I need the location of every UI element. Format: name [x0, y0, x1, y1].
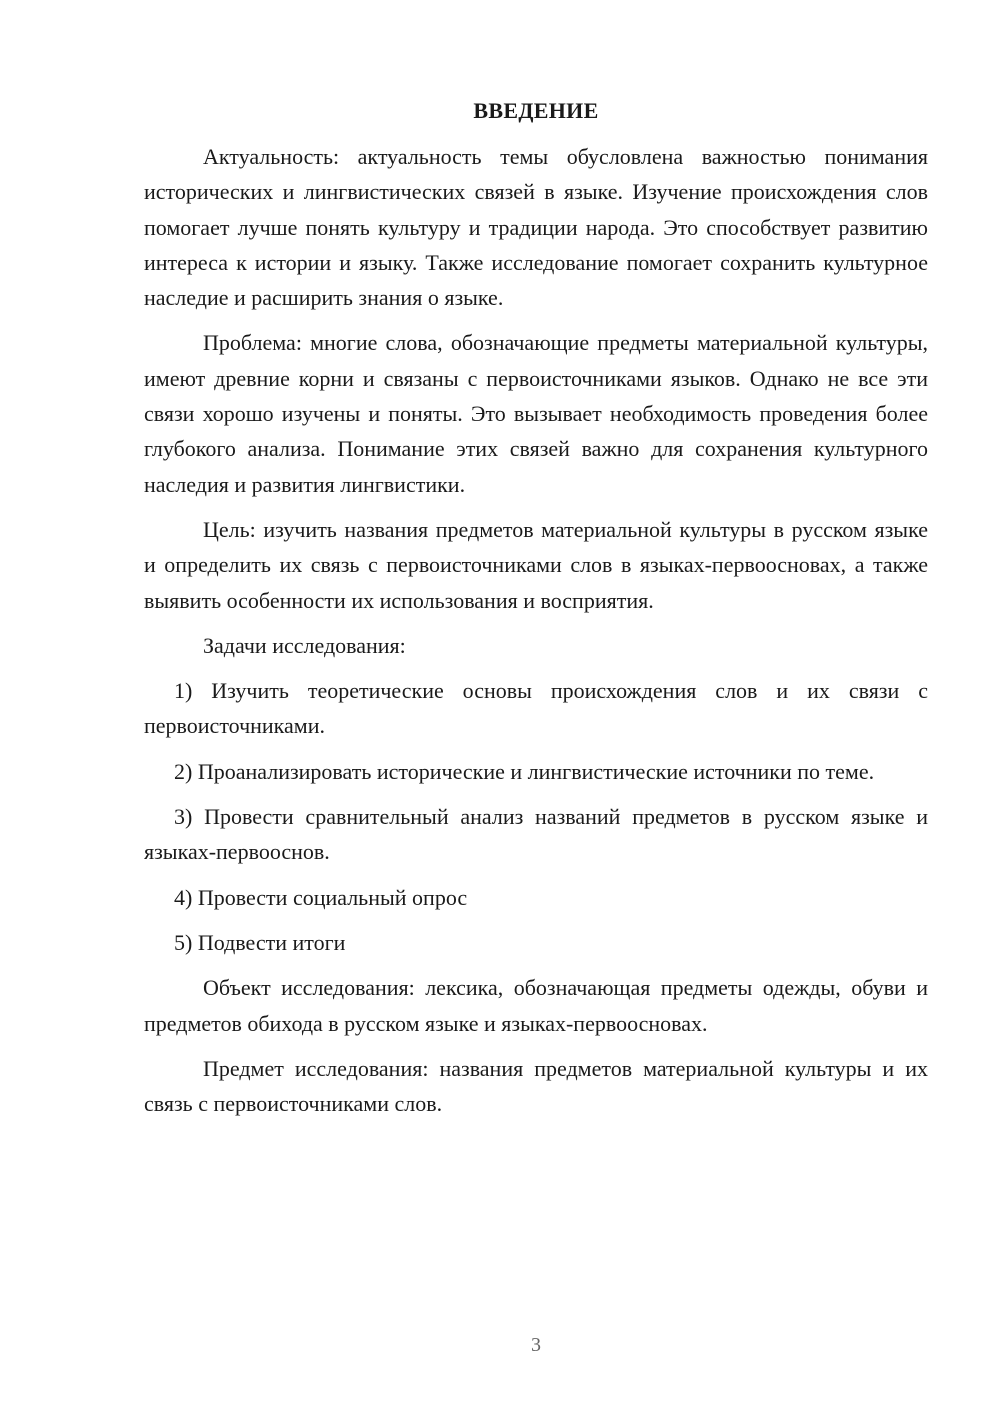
page-number: 3 [531, 1334, 541, 1356]
section-title: ВВЕДЕНИЕ [473, 98, 599, 123]
task-item-3: 3) Провести сравнительный анализ названий предметов в русском языке и языках-первооснов. [144, 804, 928, 865]
object-paragraph: Объект исследования: лексика, обозначающая предметы одежды, обуви и предметов обихода в русском языке и языках-первоосновах. [144, 975, 928, 1036]
tasks-heading: Задачи исследования: [203, 632, 406, 658]
subject-paragraph: Предмет исследования: названия предметов материальной культуры и их связь с первоисточниками слов. [144, 1055, 928, 1117]
task-item-4: 4) Провести социальный опрос [174, 884, 468, 910]
task-item-1: 1) Изучить теоретические основы происхождения слов и их связи с первоисточниками. [144, 678, 928, 739]
relevance-paragraph: Актуальность: актуальность темы обусловлена важностью понимания исторических и лингвистических связей в языке. Изучение происхождения слов помогает лучше понять культуру и традиции народа. Это способствует развитию интереса к истории и языку. Также исследование помогает сохранить культурное наследие и расширить знания о языке. [144, 144, 928, 311]
problem-paragraph: Проблема: многие слова, обозначающие предметы материальной культуры, имеют древние корни и связаны с первоисточниками языков. Однако не все эти связи хорошо изучены и поняты. Это вызывает необходимость проведения более глубокого анализа. Понимание этих связей важно для сохранения культурного наследия и развития лингвистики. [144, 330, 928, 497]
task-item-2: 2) Проанализировать исторические и лингвистические источники по теме. [174, 758, 875, 784]
page-content [144, 96, 928, 1131]
goal-paragraph: Цель: изучить названия предметов материальной культуры в русском языке и определить их связь с первоисточниками слов в языках-первоосновах, а также выявить особенности их использования и восприятия. [144, 516, 928, 613]
task-item-5: 5) Подвести итоги [174, 929, 346, 955]
